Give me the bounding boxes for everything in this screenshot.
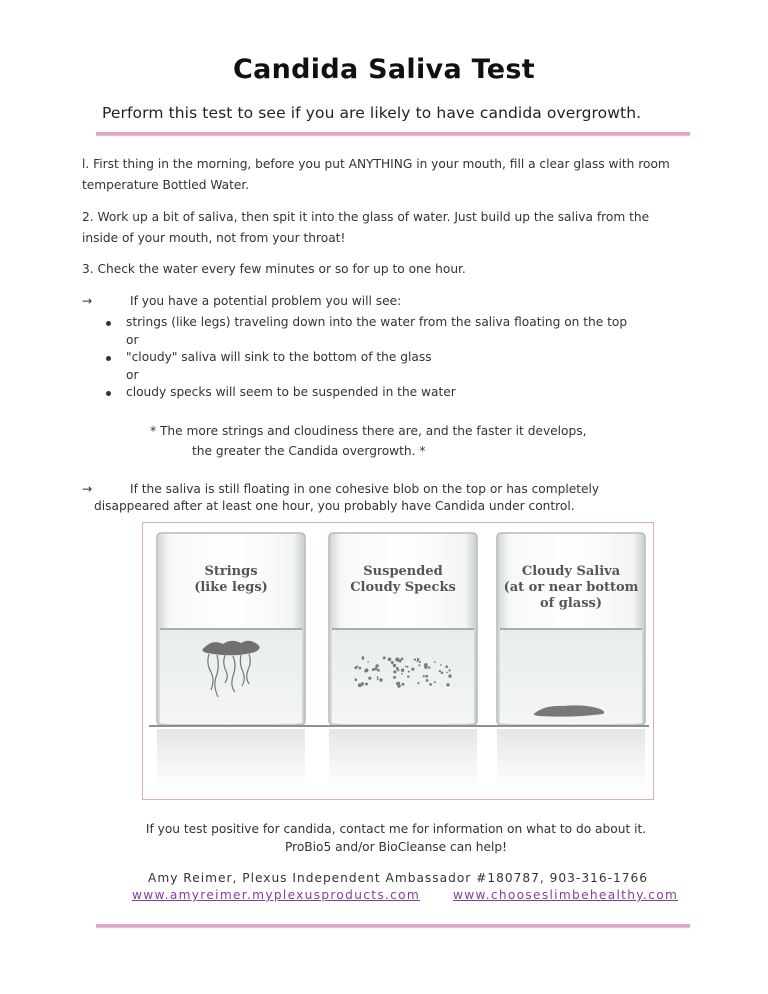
speck (417, 682, 419, 684)
speck (440, 664, 442, 666)
speck (365, 683, 368, 686)
speck (419, 661, 421, 663)
speck (419, 664, 421, 666)
speck (388, 658, 392, 662)
speck (434, 661, 436, 663)
glass-label-specks-line-2: Cloudy Specks (350, 580, 456, 595)
speck (441, 672, 444, 675)
control-line-1: → If the saliva is still floating in one cohesive blob on the top or has completely (82, 482, 600, 496)
list-separator: or (126, 367, 139, 382)
speck (396, 682, 399, 685)
speck (411, 668, 414, 671)
speck (393, 676, 396, 679)
glass-label-cloudy-line-1: Cloudy Saliva (521, 564, 621, 579)
website-link-chooseslim[interactable]: www.chooseslimbehealthy.com (453, 888, 679, 902)
step-2: 2. Work up a bit of saliva, then spit it into the glass of water. Just build up the saliva from the inside of your mouth, not from your throat! (82, 210, 650, 245)
glass-strings (157, 533, 305, 725)
speck (425, 675, 428, 678)
speck (405, 666, 407, 668)
glass-label-strings-line-1: Strings (204, 564, 258, 579)
list-item: strings (like legs) traveling down into the water from the saliva floating on the top (104, 314, 627, 332)
speck (446, 672, 448, 674)
step-3: 3. Check the water every few minutes or so for up to one hour. (82, 262, 466, 276)
speck (393, 664, 396, 667)
speck (434, 681, 436, 683)
speck (354, 666, 357, 669)
glass-cloudy-saliva (497, 533, 645, 725)
speck (395, 657, 399, 661)
speck (377, 676, 379, 678)
problem-intro: → If you have a potential problem you will see: (82, 294, 402, 308)
footer-line-2: ProBio5 and/or BioCleanse can help! (284, 840, 508, 854)
speck (367, 661, 369, 663)
glass-label-strings-line-2: (like legs) (194, 580, 268, 595)
speck (355, 678, 358, 681)
arrow-right-icon: → (82, 482, 93, 496)
list-separator: or (126, 332, 139, 347)
glass-label-specks-line-1: Suspended (363, 564, 443, 579)
speck (362, 684, 364, 686)
speck (439, 670, 441, 672)
speck (408, 671, 410, 673)
step-1: l. First thing in the morning, before you put ANYTHING in your mouth, fill a clear glass with room temperature Bottled Water. (82, 157, 670, 192)
speck (364, 670, 367, 673)
speck (414, 658, 416, 660)
list-item: "cloudy" saliva will sink to the bottom of the glass (104, 349, 627, 367)
speck (375, 664, 378, 667)
speck (374, 667, 377, 670)
glass-suspended-specks (329, 533, 477, 725)
speck (445, 665, 448, 668)
speck (423, 675, 425, 677)
speck (383, 656, 386, 659)
page-subtitle: Perform this test to see if you are likely to have candida overgrowth. (102, 104, 642, 122)
control-line-2: disappeared after at least one hour, you probably have Candida under control. (94, 499, 575, 513)
speck (377, 678, 379, 680)
glasses-illustration (142, 522, 654, 800)
list-item: cloudy specks will seem to be suspended in the water (104, 384, 627, 402)
contact-info: Amy Reimer, Plexus Independent Ambassador #180787, 903-316-1766 (147, 871, 648, 885)
speck (426, 679, 429, 682)
speck (401, 673, 403, 675)
speck (393, 670, 396, 673)
symptom-list (104, 314, 627, 402)
speck (377, 669, 380, 672)
website-link-plexus[interactable]: www.amyreimer.myplexusproducts.com (132, 888, 421, 902)
speck (407, 675, 409, 677)
speck (391, 661, 394, 664)
speck (401, 669, 404, 672)
speck (429, 683, 432, 686)
speck (401, 683, 404, 686)
page-title: Candida Saliva Test (232, 54, 535, 85)
speck (368, 677, 371, 680)
glass-label-cloudy-line-2: (at or near bottom (503, 580, 639, 595)
header-divider (96, 132, 690, 135)
speck (358, 683, 362, 687)
speck (407, 666, 409, 668)
severity-note-line-1: * The more strings and cloudiness there are, and the faster it develops, (150, 424, 587, 438)
speck (417, 660, 419, 662)
arrow-right-icon: → (82, 294, 93, 308)
speck (446, 683, 449, 686)
glasses-graphic (143, 523, 653, 799)
speck (379, 678, 382, 681)
speck (449, 676, 451, 678)
speck (396, 667, 399, 670)
footer-line-1: If you test positive for candida, contact me for information on what to do about it. (145, 822, 647, 836)
glass-label-cloudy-line-3: of glass) (539, 596, 603, 611)
speck (359, 667, 362, 670)
speck (428, 666, 430, 668)
speck (401, 658, 403, 660)
speck (362, 658, 364, 660)
severity-note-line-2: the greater the Candida overgrowth. * (192, 444, 426, 458)
speck (424, 665, 428, 669)
speck (449, 669, 451, 671)
footer-divider (96, 924, 690, 927)
